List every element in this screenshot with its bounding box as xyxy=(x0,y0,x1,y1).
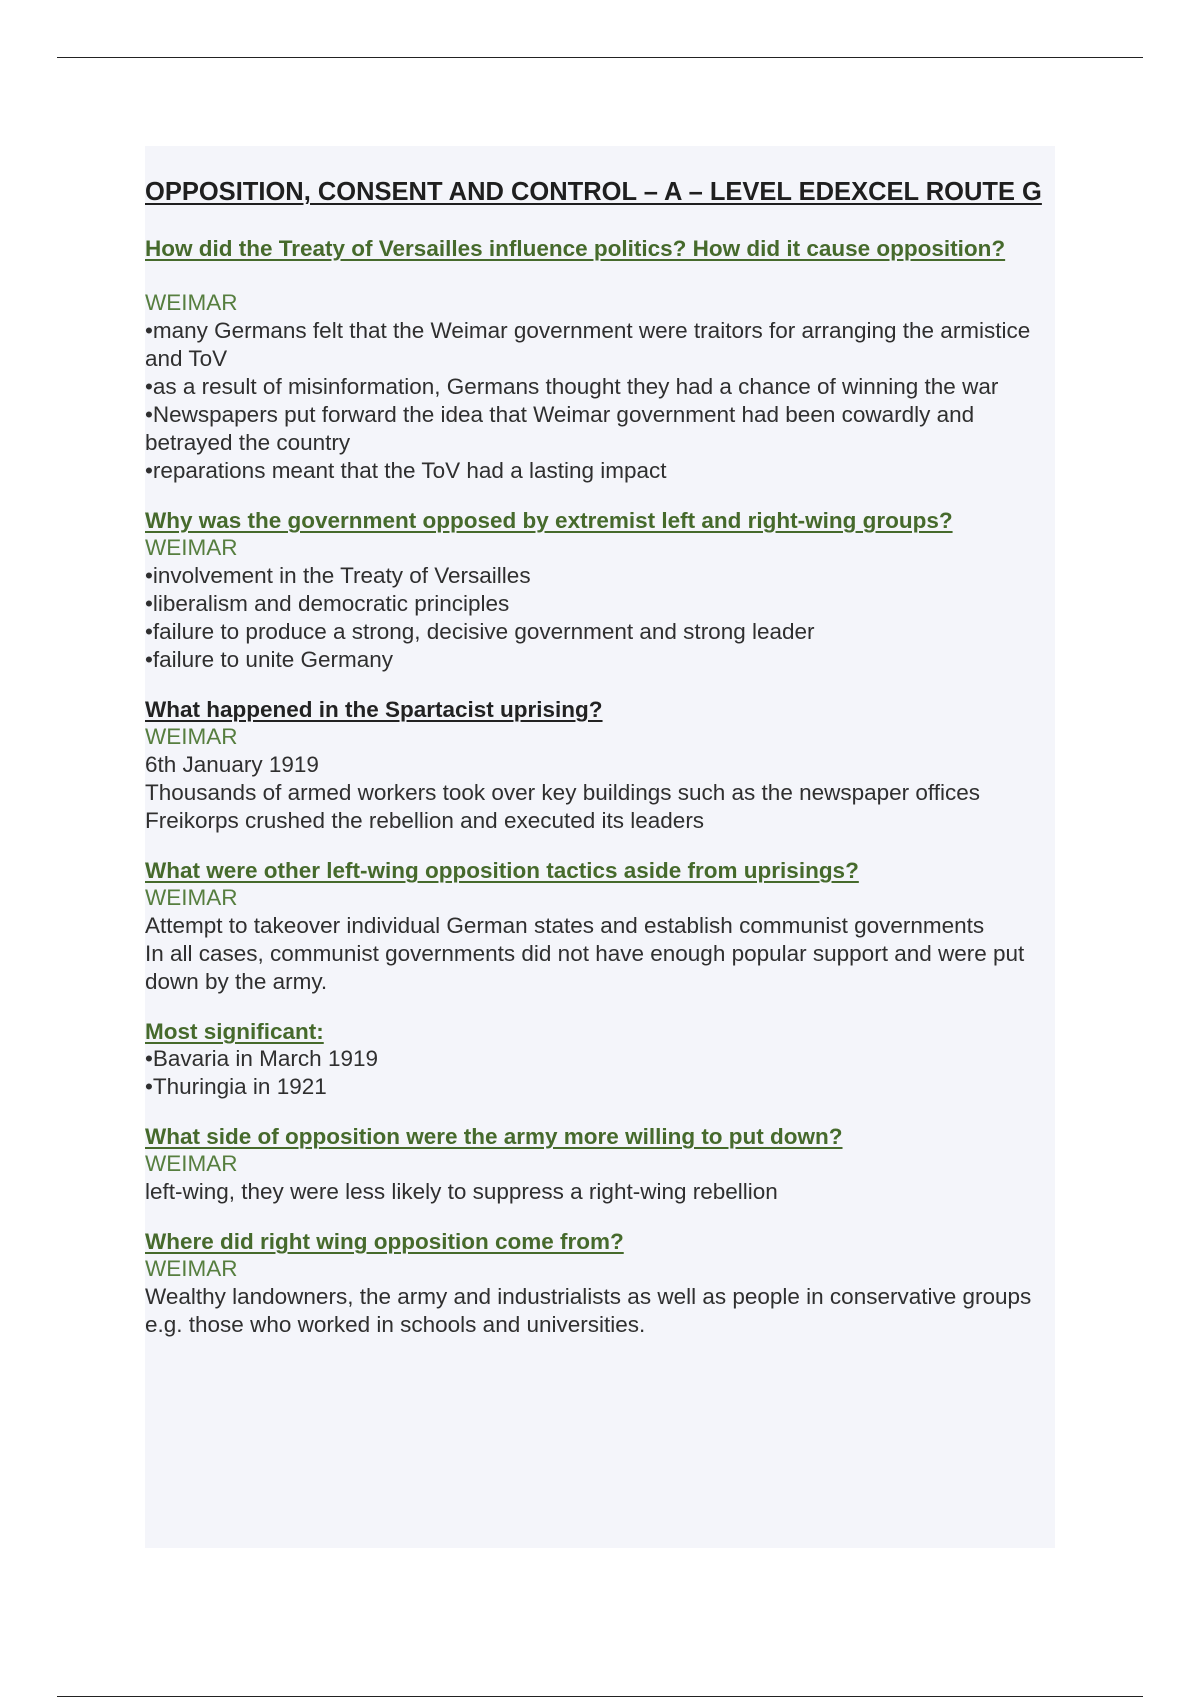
section-question: Where did right wing opposition come from? xyxy=(145,1229,624,1254)
section-treaty-influence xyxy=(145,235,1055,485)
section-question: What side of opposition were the army more willing to put down? xyxy=(145,1124,843,1149)
section-question: What happened in the Spartacist uprising? xyxy=(145,697,603,722)
section-army-suppression xyxy=(145,1123,1055,1206)
section-extremist-opposition xyxy=(145,507,1055,674)
bullet-line: •liberalism and democratic principles xyxy=(145,591,510,616)
section-question: What were other left-wing opposition tactics aside from uprisings? xyxy=(145,858,859,883)
section-tag: WEIMAR xyxy=(145,535,238,560)
section-tag: WEIMAR xyxy=(145,290,238,315)
bullet-line: •involvement in the Treaty of Versailles xyxy=(145,563,531,588)
section-question: How did the Treaty of Versailles influence politics? How did it cause opposition? xyxy=(145,236,1006,261)
text-line: Wealthy landowners, the army and industrialists as well as people in conservative groups e.g. those who worked in schools and universities. xyxy=(145,1284,1032,1337)
bullet-line: •Newspapers put forward the idea that Weimar government had been cowardly and betrayed the country xyxy=(145,402,975,455)
bullet-line: •as a result of misinformation, Germans thought they had a chance of winning the war xyxy=(145,374,999,399)
document-title: OPPOSITION, CONSENT AND CONTROL – A – LEVEL EDEXCEL ROUTE G xyxy=(145,178,1042,206)
bottom-rule xyxy=(57,1696,1143,1697)
top-rule xyxy=(57,57,1143,58)
text-line: Attempt to takeover individual German states and establish communist governments xyxy=(145,913,985,938)
section-tag: WEIMAR xyxy=(145,1151,238,1176)
bullet-line: •failure to produce a strong, decisive government and strong leader xyxy=(145,619,815,644)
section-right-wing-origins xyxy=(145,1228,1055,1339)
bullet-line: •failure to unite Germany xyxy=(145,647,393,672)
text-line: Thousands of armed workers took over key buildings such as the newspaper offices xyxy=(145,780,981,805)
section-tag: WEIMAR xyxy=(145,885,238,910)
document-body xyxy=(145,176,1055,1361)
text-line: In all cases, communist governments did not have enough popular support and were put down by the army. xyxy=(145,941,1025,994)
section-tag: WEIMAR xyxy=(145,724,238,749)
bullet-line: •Bavaria in March 1919 xyxy=(145,1046,378,1071)
text-line: 6th January 1919 xyxy=(145,752,319,777)
text-line: left-wing, they were less likely to suppress a right-wing rebellion xyxy=(145,1179,778,1204)
bullet-line: •Thuringia in 1921 xyxy=(145,1074,327,1099)
section-left-wing-tactics xyxy=(145,857,1055,996)
section-spartacist-uprising xyxy=(145,696,1055,835)
section-question: Why was the government opposed by extremist left and right-wing groups? xyxy=(145,508,953,533)
text-line: Freikorps crushed the rebellion and executed its leaders xyxy=(145,808,705,833)
section-most-significant xyxy=(145,1018,1055,1101)
section-tag: WEIMAR xyxy=(145,1256,238,1281)
bullet-line: •reparations meant that the ToV had a lasting impact xyxy=(145,458,667,483)
bullet-line: •many Germans felt that the Weimar government were traitors for arranging the armistice and ToV xyxy=(145,318,1031,371)
section-question: Most significant: xyxy=(145,1019,324,1044)
